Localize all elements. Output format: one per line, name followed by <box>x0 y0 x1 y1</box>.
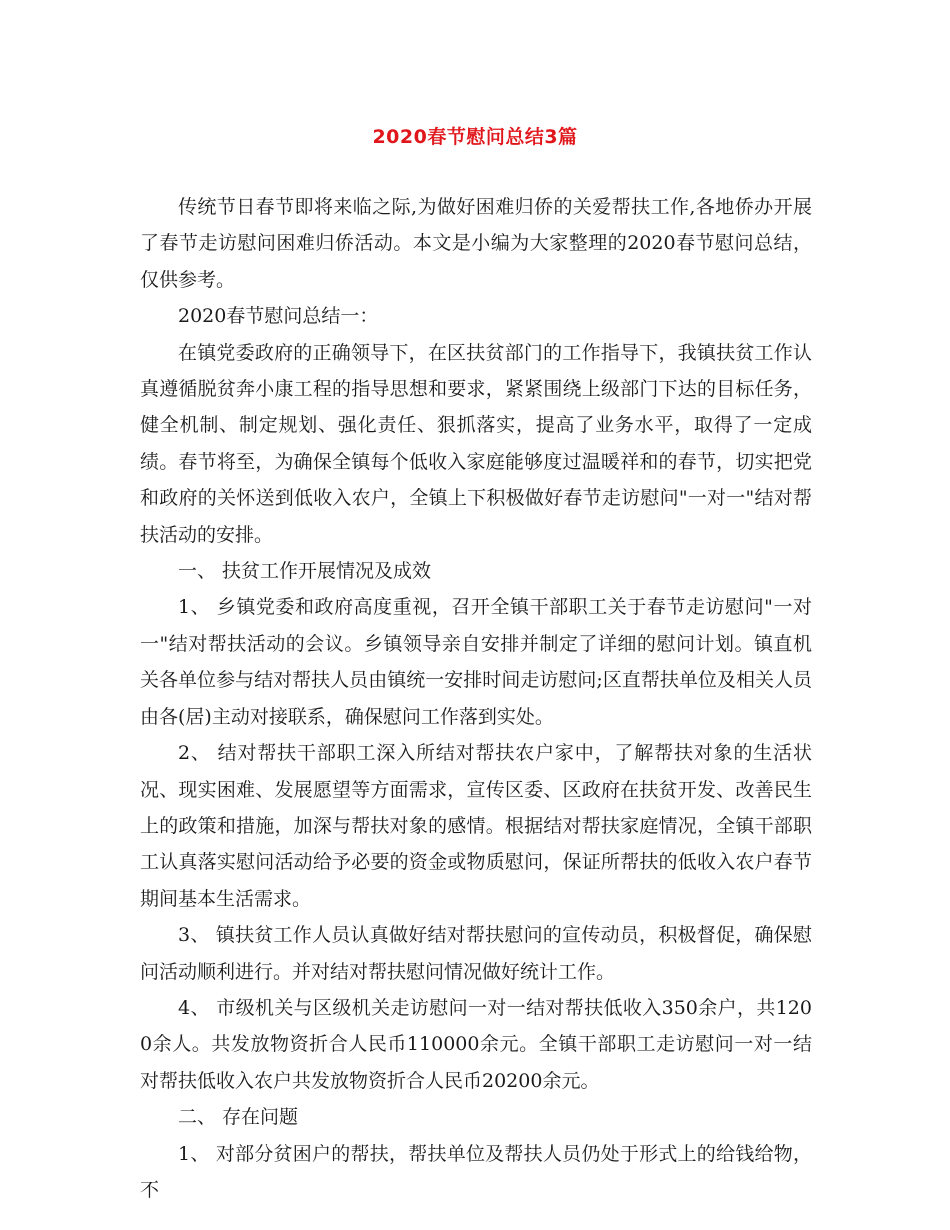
list-item-2: 2、 结对帮扶干部职工深入所结对帮扶农户家中，了解帮扶对象的生活状况、现实困难、发展愿望等方面需求，宣传区委、区政府在扶贫开发、改善民生上的政策和措施，加深与帮扶对象的感情。根据结对帮扶家庭情况，全镇干部职工认真落实慰问活动给予必要的资金或物质慰问，保证所帮扶的低收入农户春节期间基本生活需求。 <box>140 742 812 910</box>
section-heading-problems: 二、 存在问题 <box>178 1106 299 1129</box>
document-title: 2020春节慰问总结3篇 <box>372 126 578 148</box>
list-item-4: 4、 市级机关与区级机关走访慰问一对一结对帮扶低收入350余户，共1200余人。共发放物资折合人民币110000余元。全镇干部职工走访慰问一对一结对帮扶低收入农户共发放物资折合人民币20200余元。 <box>140 996 812 1092</box>
intro-paragraph: 传统节日春节即将来临之际,为做好困难归侨的关爱帮扶工作,各地侨办开展了春节走访慰问困难归侨活动。本文是小编为大家整理的2020春节慰问总结，仅供参考。 <box>140 196 812 291</box>
list-item-1: 1、 乡镇党委和政府高度重视，召开全镇干部职工关于春节走访慰问"一对一"结对帮扶活动的会议。乡镇领导亲自安排并制定了详细的慰问计划。镇直机关各单位参与结对帮扶人员由镇统一安排时间走访慰问;区直帮扶单位及相关人员由各(居)主动对接联系，确保慰问工作落到实处。 <box>140 596 812 728</box>
body-paragraph: 在镇党委政府的正确领导下，在区扶贫部门的工作指导下，我镇扶贫工作认真遵循脱贫奔小康工程的指导思想和要求，紧紧围绕上级部门下达的目标任务，健全机制、制定规划、强化责任、狠抓落实，提高了业务水平，取得了一定成绩。春节将至，为确保全镇每个低收入家庭能够度过温暖祥和的春节，切实把党和政府的关怀送到低收入农户，全镇上下积极做好春节走访慰问"一对一"结对帮扶活动的安排。 <box>140 341 812 546</box>
problem-item-1: 1、 对部分贫困户的帮扶，帮扶单位及帮扶人员仍处于形式上的给钱给物，不 <box>140 1142 812 1201</box>
document-body <box>140 189 812 1208</box>
section-heading-summary-one: 2020春节慰问总结一： <box>178 305 379 328</box>
section-heading-poverty-work: 一、 扶贫工作开展情况及成效 <box>178 560 432 583</box>
list-item-3: 3、 镇扶贫工作人员认真做好结对帮扶慰问的宣传动员，积极督促，确保慰问活动顺利进行。并对结对帮扶慰问情况做好统计工作。 <box>140 924 812 983</box>
